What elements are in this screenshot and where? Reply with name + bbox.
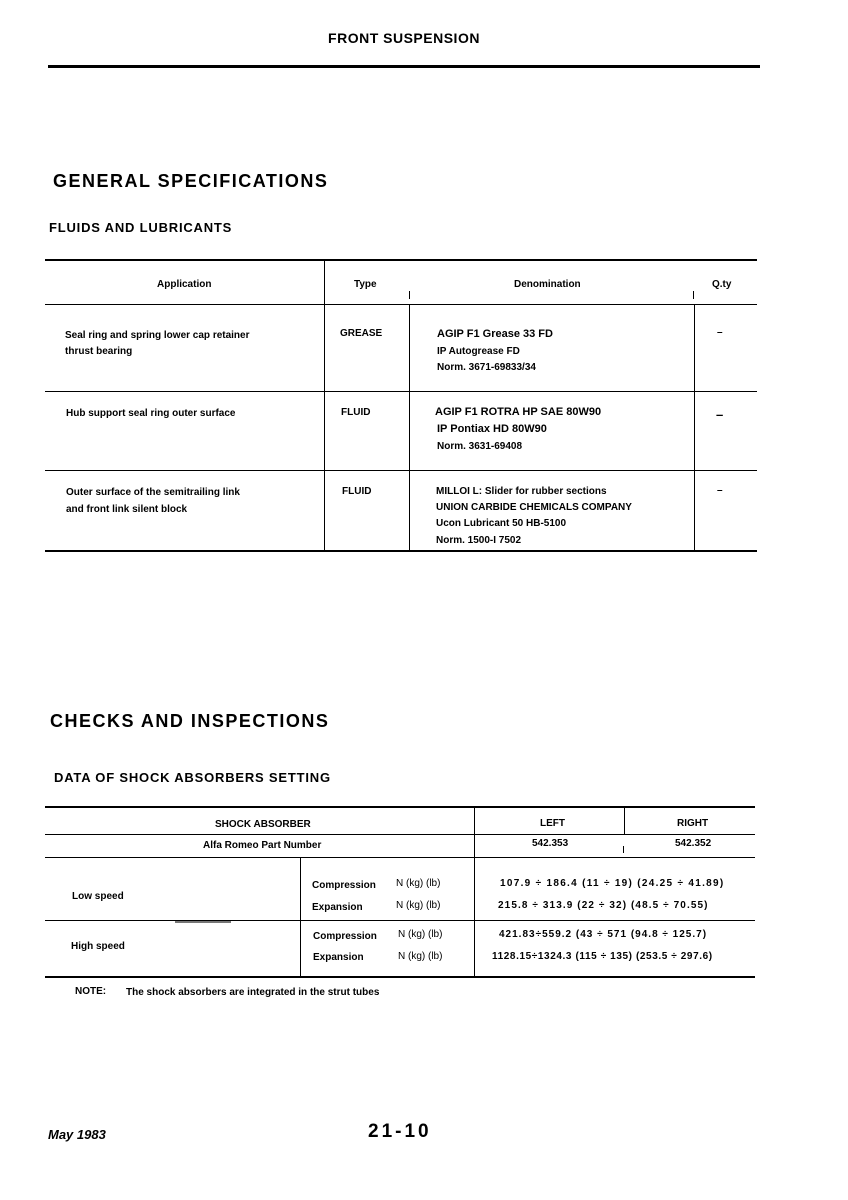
- note-text: The shock absorbers are integrated in the strut tubes: [126, 987, 380, 998]
- page-number: 21-10: [368, 1121, 432, 1142]
- phase-label: Expansion: [312, 902, 363, 913]
- phase-label: Compression: [313, 931, 377, 942]
- denomination-cell: AGIP F1 ROTRA HP SAE 80W90: [435, 406, 602, 418]
- unit-label: N (kg) (lb): [398, 951, 443, 962]
- page-header: FRONT SUSPENSION: [328, 30, 480, 46]
- col-right: RIGHT: [677, 818, 709, 829]
- denomination-cell: IP Autogrease FD: [437, 346, 520, 357]
- fluids-lubricants-subheading: FLUIDS AND LUBRICANTS: [49, 220, 233, 235]
- speed-label: Low speed: [72, 891, 124, 902]
- note-label: NOTE:: [75, 986, 107, 997]
- decorative-dash: [175, 921, 231, 923]
- shock-table-rule: [45, 834, 755, 835]
- denomination-cell: Ucon Lubricant 50 HB-5100: [436, 518, 567, 529]
- phase-label: Expansion: [313, 952, 364, 963]
- general-specifications-heading: GENERAL SPECIFICATIONS: [53, 171, 329, 191]
- denomination-cell: MILLOI L: Slider for rubber sections: [436, 486, 607, 497]
- type-cell: GREASE: [340, 328, 383, 339]
- application-cell: Hub support seal ring outer surface: [66, 408, 236, 419]
- shock-table-col-rule: [474, 808, 475, 977]
- setting-value: 107.9 ÷ 186.4 (11 ÷ 19) (24.25 ÷ 41.89): [500, 878, 725, 889]
- col-type: Type: [354, 279, 377, 290]
- denomination-cell: Norm. 3671-69833/34: [437, 362, 536, 373]
- qty-cell: –: [716, 407, 724, 422]
- shock-table-rule: [45, 857, 755, 858]
- denomination-cell: Norm. 1500-I 7502: [436, 535, 522, 546]
- shock-table-col-rule: [300, 858, 301, 977]
- application-cell: and front link silent block: [66, 504, 188, 515]
- setting-value: 215.8 ÷ 313.9 (22 ÷ 32) (48.5 ÷ 70.55): [498, 900, 709, 911]
- col-left: LEFT: [540, 818, 565, 829]
- setting-value: 421.83÷559.2 (43 ÷ 571 (94.8 ÷ 125.7): [499, 929, 708, 940]
- unit-label: N (kg) (lb): [396, 900, 441, 911]
- part-number-label: Alfa Romeo Part Number: [203, 840, 322, 851]
- denomination-cell: UNION CARBIDE CHEMICALS COMPANY: [436, 502, 632, 513]
- denomination-cell: IP Pontiax HD 80W90: [437, 423, 547, 435]
- unit-label: N (kg) (lb): [398, 929, 443, 940]
- shock-table-rule: [45, 920, 755, 921]
- shock-table-bottom-rule: [45, 976, 755, 978]
- qty-cell: –: [717, 485, 723, 496]
- col-denomination: Denomination: [514, 279, 581, 290]
- col-shock-absorber: SHOCK ABSORBER: [215, 819, 311, 830]
- application-cell: Seal ring and spring lower cap retainer: [65, 330, 250, 341]
- shock-table-col-rule: [624, 808, 625, 834]
- application-cell: Outer surface of the semitrailing link: [66, 487, 240, 498]
- unit-label: N (kg) (lb): [396, 878, 441, 889]
- col-application: Application: [157, 279, 212, 290]
- shock-absorbers-subheading: DATA OF SHOCK ABSORBERS SETTING: [54, 770, 331, 785]
- type-cell: FLUID: [341, 407, 371, 418]
- denomination-cell: AGIP F1 Grease 33 FD: [437, 328, 553, 340]
- setting-value: 1128.15÷1324.3 (115 ÷ 135) (253.5 ÷ 297.6): [492, 951, 713, 962]
- footer-date: May 1983: [48, 1127, 106, 1142]
- application-cell: thrust bearing: [65, 346, 133, 357]
- part-number-left: 542.353: [532, 838, 569, 849]
- part-number-right: 542.352: [675, 838, 712, 849]
- col-qty: Q.ty: [712, 279, 732, 290]
- denomination-cell: Norm. 3631-69408: [437, 441, 523, 452]
- phase-label: Compression: [312, 880, 376, 891]
- type-cell: FLUID: [342, 486, 372, 497]
- qty-cell: –: [717, 327, 723, 338]
- shock-table-top-rule: [45, 806, 755, 808]
- speed-label: High speed: [71, 941, 125, 952]
- checks-inspections-heading: CHECKS AND INSPECTIONS: [50, 711, 330, 731]
- shock-table-col-rule: [623, 846, 624, 853]
